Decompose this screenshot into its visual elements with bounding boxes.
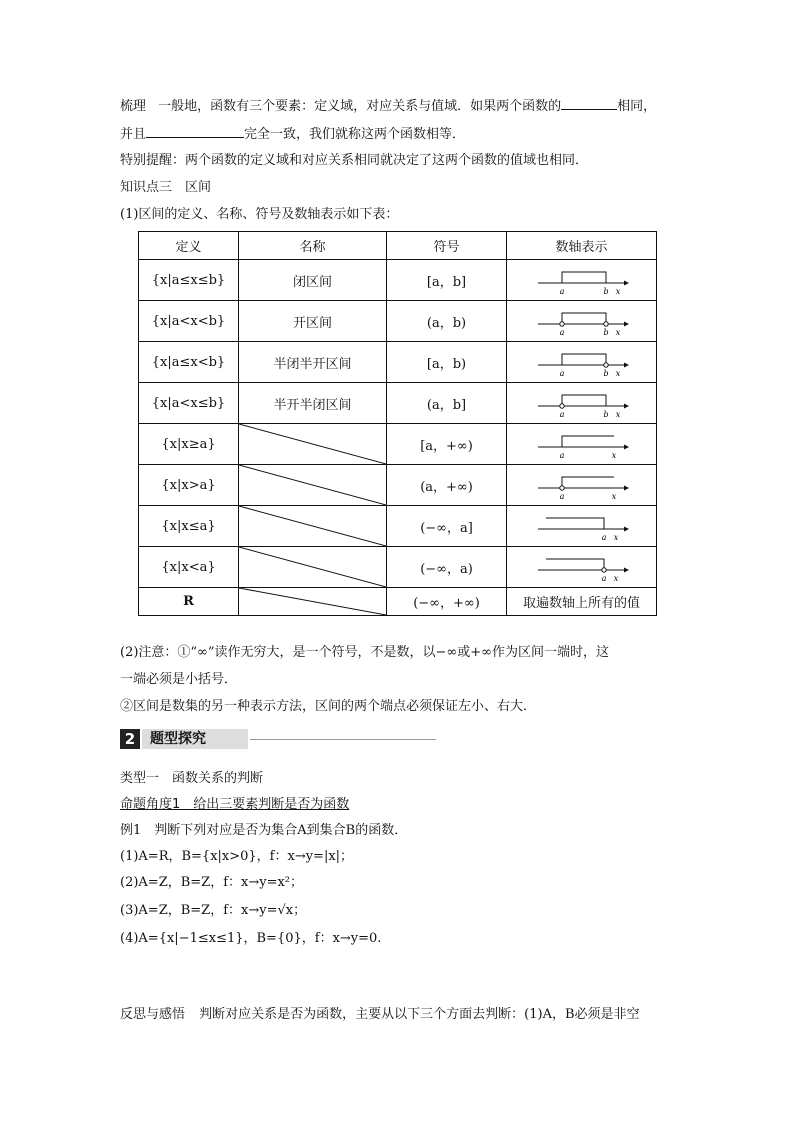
axis-label: b: [602, 369, 609, 378]
reflection-label: 反思与感悟: [120, 1007, 186, 1022]
interval-table: [138, 231, 657, 616]
example1-item-3: (3)A=Z，B=Z，f：x→y=√x；: [120, 903, 307, 918]
interval-bracket: [562, 477, 614, 488]
name-cell-empty: [239, 424, 387, 465]
number-line: [532, 550, 632, 584]
table-row: [139, 424, 657, 465]
interval-bracket: [562, 272, 606, 283]
symbol-cell: (−∞，a]: [387, 506, 507, 547]
interval-bracket: [546, 518, 604, 529]
open-endpoint: [603, 363, 607, 367]
summary-label: 梳理: [120, 99, 147, 114]
name-cell: 半闭半开区间: [239, 342, 387, 383]
interval-bracket: [562, 436, 614, 447]
diagonal-slash: [239, 465, 386, 505]
table-row: [139, 588, 657, 616]
axis-label: a: [559, 410, 564, 419]
axis-label: a: [559, 328, 564, 337]
summary-line-1: [120, 95, 656, 117]
summary-line-2: [120, 123, 465, 145]
name-cell-empty: [239, 506, 387, 547]
axis-label: x: [615, 369, 620, 378]
number-line: [532, 386, 632, 420]
number-line: [532, 345, 632, 379]
section-number: 2: [120, 729, 140, 749]
note-1b: 一端必须是小括号．: [120, 672, 238, 687]
number-line: [532, 263, 632, 297]
summary-text-c: 并且: [120, 127, 147, 142]
diagonal-slash: [239, 506, 386, 546]
reflection-line: [120, 1005, 640, 1025]
number-line: [532, 509, 632, 543]
section-title: 题型探究: [142, 729, 248, 749]
name-cell-empty: [239, 465, 387, 506]
axis-arrow: [624, 527, 629, 532]
header-cell: 定义: [139, 232, 239, 260]
axis-cell: [507, 506, 657, 547]
note-1a: (2)注意：①“∞”读作无穷大，是一个符号，不是数，以−∞或+∞作为区间一端时，这: [120, 645, 609, 660]
name-cell-empty: [239, 547, 387, 588]
interval-bracket: [546, 559, 604, 570]
example1-item-1: (1)A=R，B={x|x>0}，f：x→y=|x|；: [120, 849, 354, 864]
axis-label: x: [615, 287, 620, 296]
definition-cell: {x|x>a}: [139, 465, 239, 506]
section-rule: [250, 739, 436, 740]
blank-2[interactable]: [146, 123, 244, 138]
angle1-title: 命题角度1 给出三要素判断是否为函数: [120, 797, 350, 812]
axis-arrow: [624, 363, 629, 368]
axis-label: a: [601, 533, 606, 542]
example1-stem: 例1 判断下列对应是否为集合A到集合B的函数．: [120, 823, 408, 838]
interval-bracket: [562, 354, 606, 365]
header-cell: 数轴表示: [507, 232, 657, 260]
axis-arrow: [624, 322, 629, 327]
diagonal-slash: [239, 588, 386, 615]
table-row: [139, 301, 657, 342]
definition-cell: {x|a<x<b}: [139, 301, 239, 342]
axis-cell: [507, 547, 657, 588]
name-cell: 开区间: [239, 301, 387, 342]
open-endpoint: [559, 486, 563, 490]
axis-label: a: [601, 574, 606, 583]
diagonal-slash: [239, 547, 386, 587]
axis-label: a: [559, 451, 564, 460]
blank-1[interactable]: [561, 95, 617, 110]
axis-label: b: [602, 287, 609, 296]
axis-label: x: [611, 492, 616, 501]
open-endpoint: [559, 404, 563, 408]
axis-arrow: [624, 281, 629, 286]
axis-cell: [507, 383, 657, 424]
table-row: [139, 342, 657, 383]
axis-arrow: [624, 568, 629, 573]
interval-bracket: [562, 313, 606, 324]
axis-label: x: [613, 574, 618, 583]
table-row: [139, 547, 657, 588]
axis-label: x: [613, 533, 618, 542]
number-line: [532, 468, 632, 502]
axis-label: x: [615, 328, 620, 337]
axis-cell: [507, 424, 657, 465]
header-cell: 符号: [387, 232, 507, 260]
definition-cell: {x|a≤x≤b}: [139, 260, 239, 301]
definition-cell: {x|x≥a}: [139, 424, 239, 465]
symbol-cell: (−∞，a): [387, 547, 507, 588]
symbol-cell: (a，+∞): [387, 465, 507, 506]
axis-label: x: [611, 451, 616, 460]
axis-cell: [507, 342, 657, 383]
symbol-cell: [a，+∞): [387, 424, 507, 465]
name-cell-empty: [239, 588, 387, 616]
symbol-cell: (−∞，+∞): [387, 588, 507, 616]
number-line: [532, 304, 632, 338]
open-endpoint: [601, 568, 605, 572]
definition-cell: {x|x≤a}: [139, 506, 239, 547]
section-header: [120, 727, 440, 751]
header-cell: 名称: [239, 232, 387, 260]
summary-text-d: 完全一致，我们就称这两个函数相等．: [244, 127, 466, 142]
definition-cell: {x|a<x≤b}: [139, 383, 239, 424]
name-cell: 闭区间: [239, 260, 387, 301]
symbol-cell: [a，b]: [387, 260, 507, 301]
summary-text-b: 相同，: [617, 99, 657, 114]
table-row: [139, 506, 657, 547]
axis-label: x: [615, 410, 620, 419]
axis-arrow: [624, 486, 629, 491]
knowledge-title: 知识点三 区间: [120, 180, 212, 195]
table-row: [139, 260, 657, 301]
axis-label: a: [559, 287, 564, 296]
axis-label: b: [602, 328, 609, 337]
axis-arrow: [624, 445, 629, 450]
number-line: [532, 427, 632, 461]
axis-label: b: [602, 410, 609, 419]
table-row: [139, 465, 657, 506]
reflection-text: 判断对应关系是否为函数，主要从以下三个方面去判断：(1)A，B必须是非空: [199, 1007, 640, 1022]
symbol-cell: [a，b): [387, 342, 507, 383]
type1-title: 类型一 函数关系的判断: [120, 771, 264, 786]
example1-item-2: (2)A=Z，B=Z，f：x→y=x²；: [120, 875, 304, 890]
definition-cell: {x|a≤x<b}: [139, 342, 239, 383]
example1-item-4: (4)A={x|−1≤x≤1}，B={0}，f：x→y=0.: [120, 931, 382, 946]
symbol-cell: (a，b]: [387, 383, 507, 424]
table-header-row: [139, 232, 657, 260]
axis-arrow: [624, 404, 629, 409]
definition-cell: R: [139, 588, 239, 616]
table-row: [139, 383, 657, 424]
summary-text-a: 一般地，函数有三个要素：定义域，对应关系与值域．如果两个函数的: [158, 99, 562, 114]
name-cell: 半开半闭区间: [239, 383, 387, 424]
table-intro: (1)区间的定义、名称、符号及数轴表示如下表：: [120, 207, 399, 222]
open-endpoint: [603, 322, 607, 326]
tip-text: 特别提醒：两个函数的定义域和对应关系相同就决定了这两个函数的值域也相同．: [120, 153, 589, 168]
diagonal-slash: [239, 424, 386, 464]
axis-label: a: [559, 492, 564, 501]
axis-cell: [507, 301, 657, 342]
definition-cell: {x|x<a}: [139, 547, 239, 588]
axis-label: a: [559, 369, 564, 378]
symbol-cell: (a，b): [387, 301, 507, 342]
open-endpoint: [559, 322, 563, 326]
axis-cell: [507, 260, 657, 301]
axis-cell: [507, 465, 657, 506]
axis-cell: 取遍数轴上所有的值: [507, 588, 657, 616]
interval-bracket: [562, 395, 606, 406]
note-2: ②区间是数集的另一种表示方法，区间的两个端点必须保证左小、右大．: [120, 699, 537, 714]
